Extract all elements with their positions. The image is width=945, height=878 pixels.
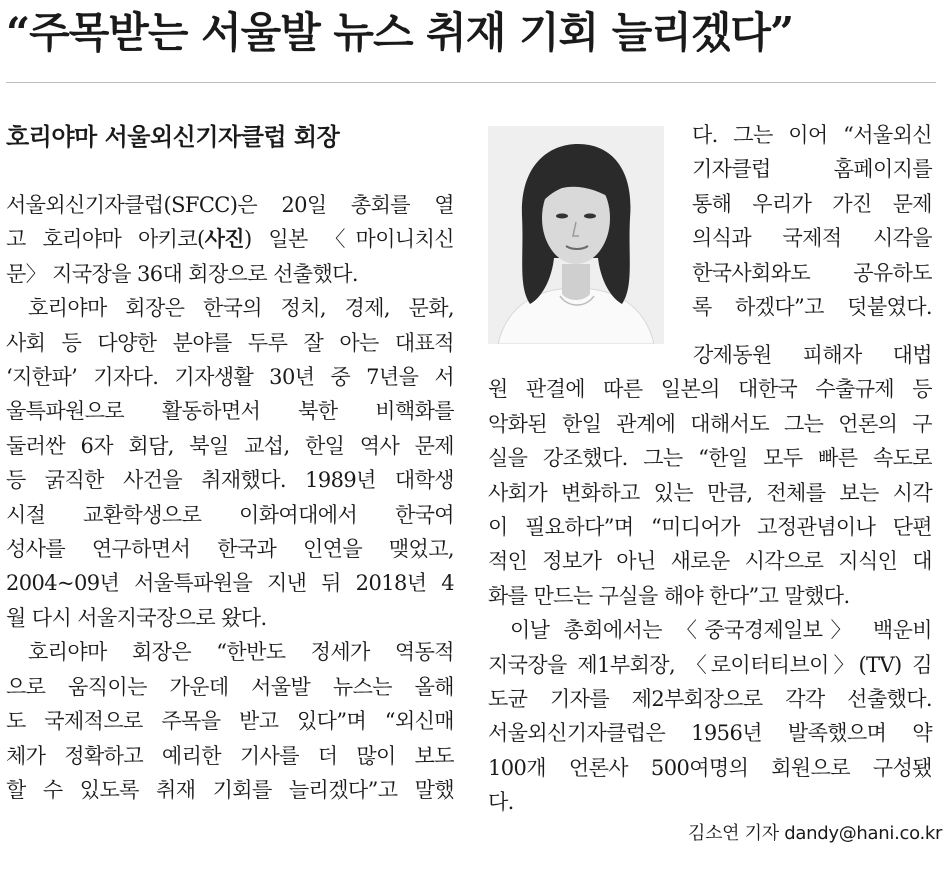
headline-divider [6,82,936,83]
text-line: 도 국제적으로 주목을 받고 있다”며 “외신매 [6,709,454,734]
text-line: 호리야마 회장은 한국의 정치, 경제, 문화, [28,296,454,321]
text-line: 지국장을 제1부회장, 〈로이터티브이〉(TV) 김 [488,652,932,677]
text-line: 2004~09년 서울특파원을 지낸 뒤 2018년 4 [6,571,454,596]
text-line: 울특파원으로 활동하면서 북한 비핵화를 [6,399,454,424]
text-line: 시절 교환학생으로 이화여대에서 한국여 [6,502,454,527]
text-line: 의식과 국제적 시각을 [692,226,932,251]
text-line: 사회가 변화하고 있는 만큼, 전체를 보는 시각 [488,480,932,505]
text-line: 다. [488,790,514,815]
text-line: 실을 강조했다. 그는 “한일 모두 빠른 속도로 [488,446,932,471]
text-line: 기자클럽 홈페이지를 [692,157,932,182]
text-line: 다. 그는 이어 “서울외신 [692,123,932,147]
text-line: 이날 총회에서는 〈중국경제일보〉 백운비 [510,618,932,643]
text-line: 이 필요하다”며 “미디어가 고정관념이나 단편 [488,515,932,540]
text-line: 호리야마 회장은 “한반도 정세가 역동적 [28,640,454,665]
text-line: 사회 등 다양한 분야를 두루 잘 아는 대표적 [6,330,454,355]
text-line: 악화된 한일 관계에 대해서도 그는 언론의 구 [488,411,932,436]
text-line: 원 판결에 따른 일본의 대한국 수출규제 등 [488,377,932,402]
text-line: 적인 정보가 아닌 새로운 시각으로 지식인 대 [488,549,932,574]
text-line: 통해 우리가 가진 문제 [692,191,932,216]
text-line: 체가 정확하고 예리한 기사를 더 많이 보도 [6,743,454,768]
text-line: 문〉 지국장을 36대 회장으로 선출했다. [6,261,358,286]
headline: “주목받는 서울발 뉴스 취재 기회 늘리겠다” [6,8,794,57]
text-line: 한국사회와도 공유하도 [692,260,932,285]
text-line: 화를 만드는 구실을 해야 한다”고 말했다. [488,583,850,608]
text-line: 월 다시 서울지국장으로 왔다. [6,605,267,630]
text-line: 록 하겠다”고 덧붙였다. [692,295,932,320]
text-line: 서울외신기자클럽은 1956년 발족했으며 약 [488,721,932,746]
text-line: 할 수 있도록 취재 기회를 늘리겠다”고 말했 [6,777,454,802]
subheadline: 호리야마 서울외신기자클럽 회장 [6,122,340,151]
byline: 김소연 기자 dandy@hani.co.kr [688,823,943,844]
text-line: 서울외신기자클럽(SFCC)은 20일 총회를 열 [6,193,454,217]
text-line: 100개 언론사 500여명의 회원으로 구성됐 [488,755,932,780]
text-line: 성사를 연구하면서 한국과 인연을 맺었고, [6,537,454,562]
text-fragment: ) 일본 〈마이니치신 [243,227,454,252]
text-line: 강제동원 피해자 대법 [693,343,932,367]
photo-reference: 사진 [204,226,244,252]
portrait-photo [488,126,664,344]
text-line [6,222,454,256]
text-line: 으로 움직이는 가운데 서울발 뉴스는 올해 [6,674,454,699]
text-line: ‘지한파’ 기자다. 기자생활 30년 중 7년을 서 [6,365,454,390]
text-line: 등 굵직한 사건을 취재했다. 1989년 대학생 [6,468,454,493]
text-fragment: 고 호리야마 아키코( [6,227,205,252]
text-line: 도균 기자를 제2부회장으로 각각 선출했다. [488,687,932,712]
article-left-column [6,188,454,807]
text-line: 둘러싼 6자 회담, 북일 교섭, 한일 역사 문제 [6,433,454,458]
article-right-top-column [692,118,932,324]
article-right-bottom-column [488,338,932,820]
portrait-image [488,126,664,344]
